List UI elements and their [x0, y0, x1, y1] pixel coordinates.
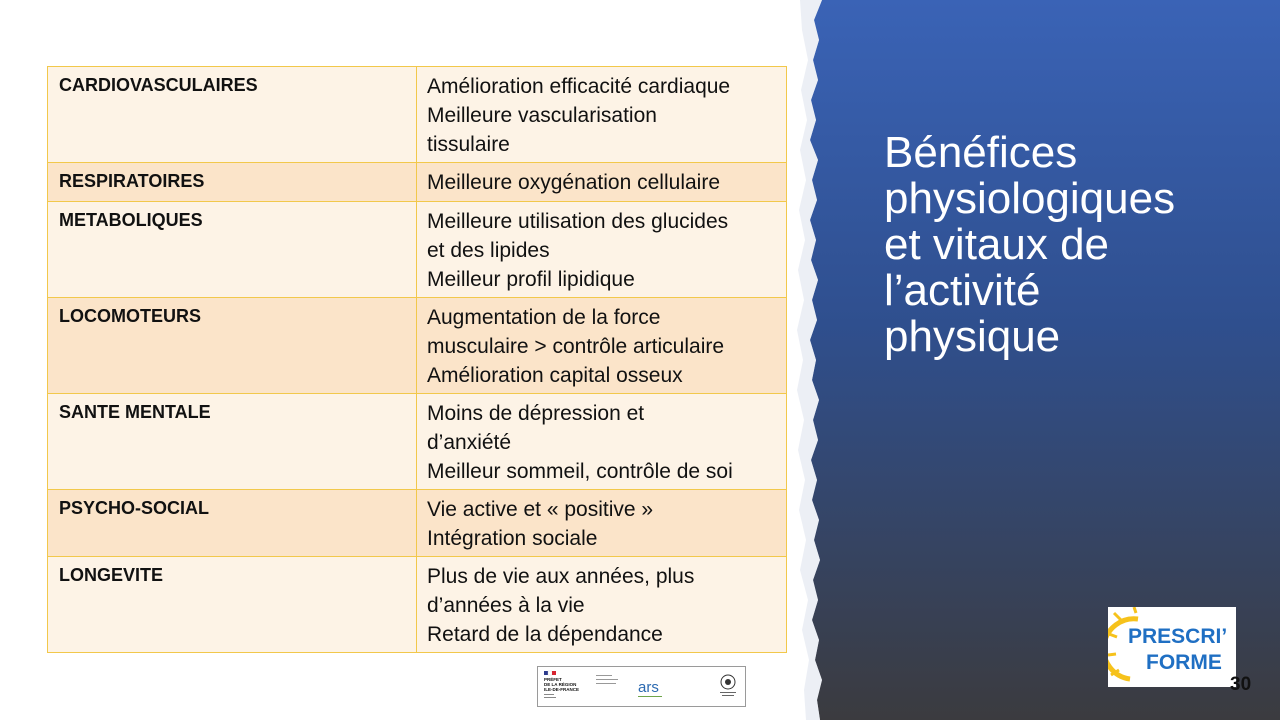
row-description	[417, 557, 787, 653]
description-line: Meilleure oxygénation cellulaire	[427, 171, 720, 194]
row-description	[417, 490, 787, 557]
page-number: 30	[1230, 674, 1252, 695]
table-row	[48, 298, 787, 394]
row-category: SANTE MENTALE	[48, 394, 417, 490]
description-line: musculaire > contrôle articulaire	[427, 335, 725, 358]
description-line: tissulaire	[427, 133, 510, 156]
table-row	[48, 557, 787, 653]
prefet-text-3: ILE-DE-FRANCE	[544, 687, 579, 692]
table-row	[48, 490, 787, 557]
description-line: Moins de dépression et	[427, 402, 645, 425]
row-category: PSYCHO-SOCIAL	[48, 490, 417, 557]
description-line: Retard de la dépendance	[427, 623, 663, 646]
description-line: d’anxiété	[427, 431, 512, 454]
row-category: METABOLIQUES	[48, 202, 417, 298]
description-line: Vie active et « positive »	[427, 498, 654, 521]
description-line: et des lipides	[427, 239, 550, 262]
prefet-text-2: DE LA RÉGION	[544, 682, 577, 687]
description-line: Intégration sociale	[427, 527, 598, 550]
description-line: d’années à la vie	[427, 594, 585, 617]
description-line: Meilleure vascularisation	[427, 104, 657, 127]
table-row	[48, 67, 787, 163]
row-description	[417, 394, 787, 490]
ars-logo	[638, 679, 662, 697]
slide-title: Bénéfices physiologiques et vitaux de l’activité physique	[884, 128, 1176, 361]
prefet-text-1: PRÉFET	[544, 677, 562, 682]
table-row	[48, 394, 787, 490]
prescri-text: PRESCRI’	[1128, 625, 1228, 648]
description-line: Meilleur profil lipidique	[427, 268, 635, 291]
table-row	[48, 202, 787, 298]
description-line: Plus de vie aux années, plus	[427, 565, 695, 588]
prescri-forme-logo	[1108, 607, 1236, 687]
row-description	[417, 202, 787, 298]
forme-text: FORME	[1146, 651, 1222, 674]
partner-logos	[537, 666, 746, 707]
emblem-logo	[720, 675, 736, 696]
description-line: Meilleure utilisation des glucides	[427, 210, 729, 233]
description-line: Amélioration capital osseux	[427, 364, 683, 387]
row-category: LONGEVITE	[48, 557, 417, 653]
description-line: Augmentation de la force	[427, 306, 661, 329]
row-description	[417, 298, 787, 394]
description-line: Amélioration efficacité cardiaque	[427, 75, 731, 98]
row-description	[417, 163, 787, 202]
benefits-table	[47, 66, 787, 653]
table-row	[48, 163, 787, 202]
prefet-logo	[544, 671, 579, 698]
row-category: CARDIOVASCULAIRES	[48, 67, 417, 163]
row-description	[417, 67, 787, 163]
row-category: RESPIRATOIRES	[48, 163, 417, 202]
description-line: Meilleur sommeil, contrôle de soi	[427, 460, 733, 483]
row-category: LOCOMOTEURS	[48, 298, 417, 394]
ars-text: ars	[638, 679, 659, 696]
